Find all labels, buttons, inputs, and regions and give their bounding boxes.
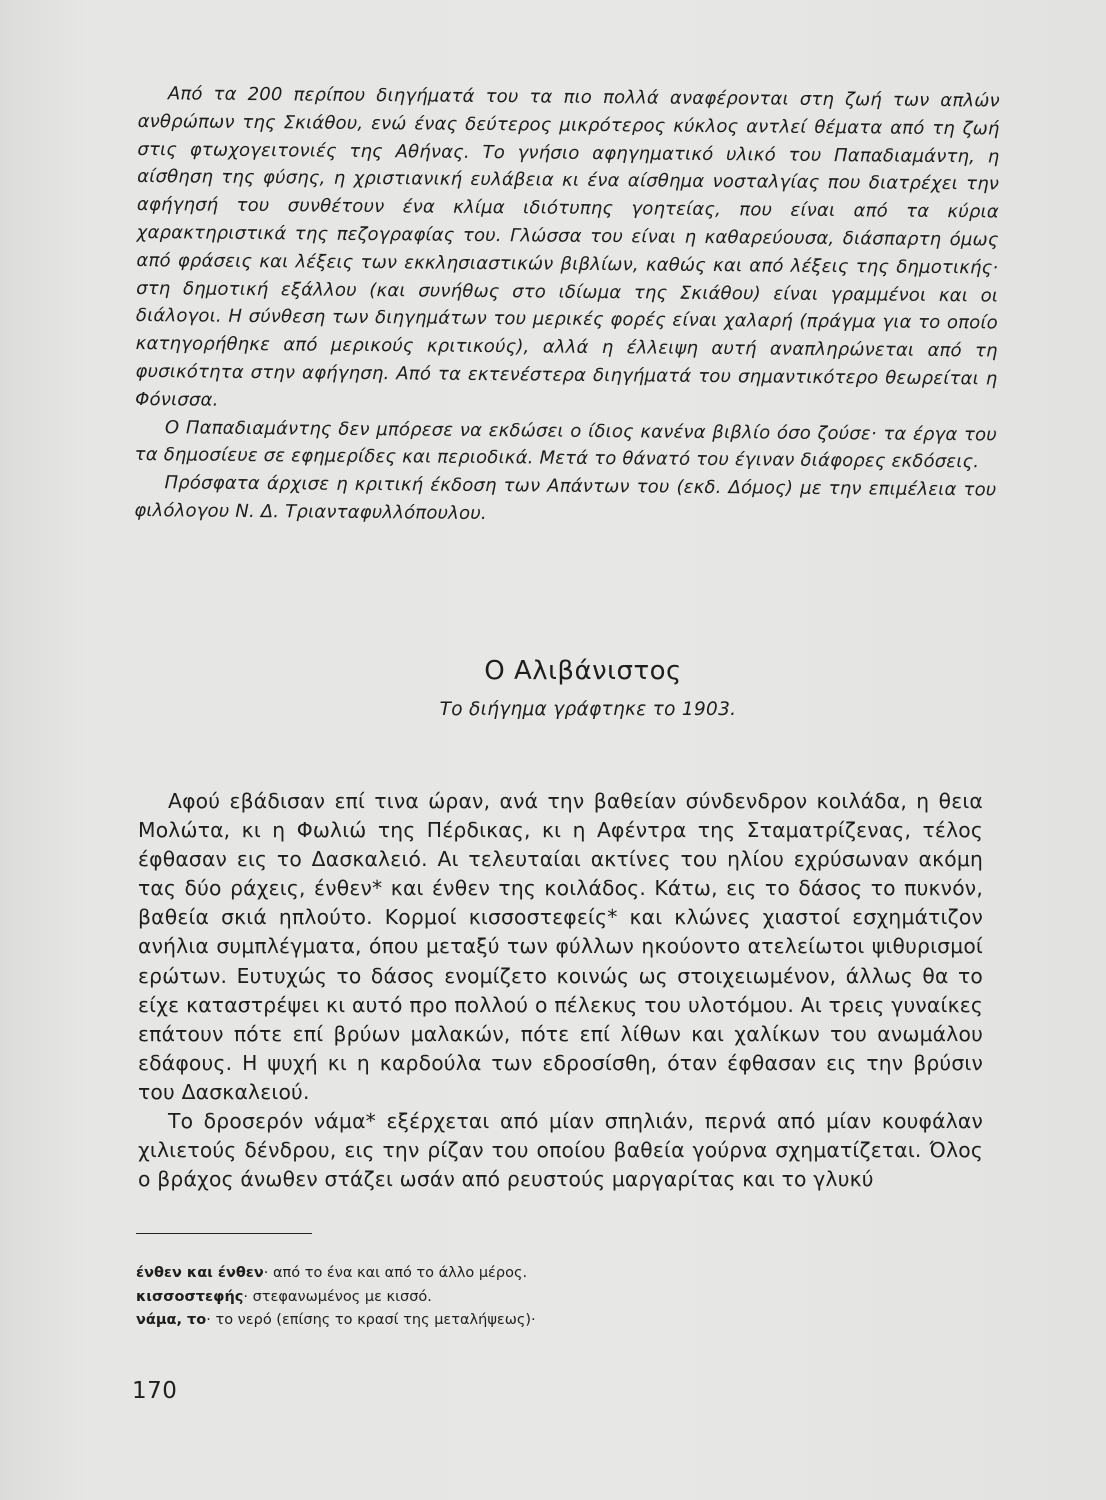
story-paragraph: Το δροσερόν νάμα* εξέρχεται από μίαν σπηλιάν, περνά από μίαν κουφάλαν χιλιετούς δένδρου, εις την ρίζαν του οποίου βαθεία γούρνα σχηματίζεται. Όλος ο βράχος άνωθεν στάζει ωσάν από ρευστούς μαργαρίτας και το γλυκύ [138, 1109, 983, 1192]
story-subtitle: Το διήγημα γράφτηκε το 1903. [439, 699, 737, 720]
footnotes [136, 1262, 836, 1333]
footnote-definition: · το νερό (επίσης το κρασί της μεταλήψεως)· [206, 1312, 536, 1328]
footnote-definition: · από το ένα και από το άλλο μέρος. [263, 1265, 528, 1281]
story-title: Ο Αλιβάνιστος [484, 656, 682, 686]
footnote-term: νάμα, το [136, 1312, 207, 1328]
intro-text [134, 80, 1000, 532]
intro-paragraph: Πρόσφατα άρχισε η κριτική έκδοση των Απάντων του (εκδ. Δόμος) με την επιμέλεια του φιλόλογου Ν. Δ. Τριανταφυλλόπουλου. [134, 472, 997, 525]
footnote [136, 1286, 836, 1310]
page-number: 170 [132, 1378, 178, 1404]
story-text [138, 787, 983, 1194]
footnote [136, 1262, 836, 1286]
footnote-divider [136, 1233, 312, 1234]
footnote-term: ένθεν και ένθεν [136, 1265, 264, 1281]
footnote-term: κισσοστεφής [136, 1288, 244, 1305]
footnote [136, 1309, 836, 1333]
footnote-definition: · στεφανωμένος με κισσό. [243, 1288, 432, 1305]
intro-paragraph: Ο Παπαδιαμάντης δεν μπόρεσε να εκδώσει ο ίδιος κανένα βιβλίο όσο ζούσε· τα έργα του τα δημοσίευε σε εφημερίδες και περιοδικά. Μετά το θάνατό του έγιναν διάφορες εκδόσεις. [134, 416, 998, 473]
intro-paragraph: Από τα 200 περίπου διηγήματά του τα πιο πολλά αναφέρονται στη ζωή των απλών ανθρώπων της Σκιάθου, ενώ ένας δεύτερος μικρότερος κύκλος αντλεί θέματα από τη ζωή στις φτωχογειτονιές της Αθήνας. Το γνήσιο αφηγηματικό υλικό του Παπαδιαμάντη, η αίσθηση της φύσης, η χριστιανική ευλάβεια κι ένα αίσθημα νοσταλγίας που διατρέχει την αφήγησή του συνθέτουν ένα κλίμα ιδιότυπης γοητείας, που είναι από τα κύρια χαρακτηριστικά της πεζογραφίας του. Γλώσσα του είναι η καθαρεύουσα, διάσπαρτη όμως από φράσεις και λέξεις των εκκλησιαστικών βιβλίων, καθώς και από λέξεις της δημοτικής· στη δημοτική εξάλλου (και συνήθως στο ιδίωμα της Σκιάθου) είναι γραμμένοι και οι διάλογοι. Η σύνθεση των διηγημάτων του μερικές φορές είναι χαλαρή (πράγμα για το οποίο κατηγορήθηκε από μερικούς κριτικούς), αλλά η έλλειψη αυτή αναπληρώνεται από τη φυσικότητα στην αφήγηση. Από τα εκτενέστερα διηγήματά του σημαντικότερο θεωρείται η Φόνισσα. [135, 83, 1000, 411]
story-paragraph: Αφού εβάδισαν επί τινα ώραν, ανά την βαθείαν σύνδενδρον κοιλάδα, η θεια Μολώτα, κι η Φωλιώ της Πέρδικας, κι η Αφέντρα της Σταματρίζενας, τέλος έφθασαν εις το Δασκαλειό. Αι τελευταίαι ακτίνες του ηλίου εχρύσωναν ακόμη τας δύο ράχεις, ένθεν* και ένθεν της κοιλάδος. Κάτω, εις το δάσος το πυκνόν, βαθεία σκιά ηπλούτο. Κορμοί κισσοστεφείς* και κλώνες χιαστοί εσχημάτιζον ανήλια συμπλέγματα, όπου μεταξύ των φύλλων ηκούοντο ατελείωτοι ψιθυρισμοί ερώτων. Ευτυχώς το δάσος ενομίζετο κοινώς ως στοιχειωμένον, άλλως θα το είχε καταστρέψει κι αυτό προ πολλού ο πέλεκυς του υλοτόμου. Αι τρεις γυναίκες επάτουν πότε επί βρύων μαλακών, πότε επί λίθων και χαλίκων του ανωμάλου εδάφους. Η ψυχή κι η καρδούλα των εδροσίσθη, όταν έφθασαν εις την βρύσιν του Δασκαλειού. [138, 789, 983, 1104]
